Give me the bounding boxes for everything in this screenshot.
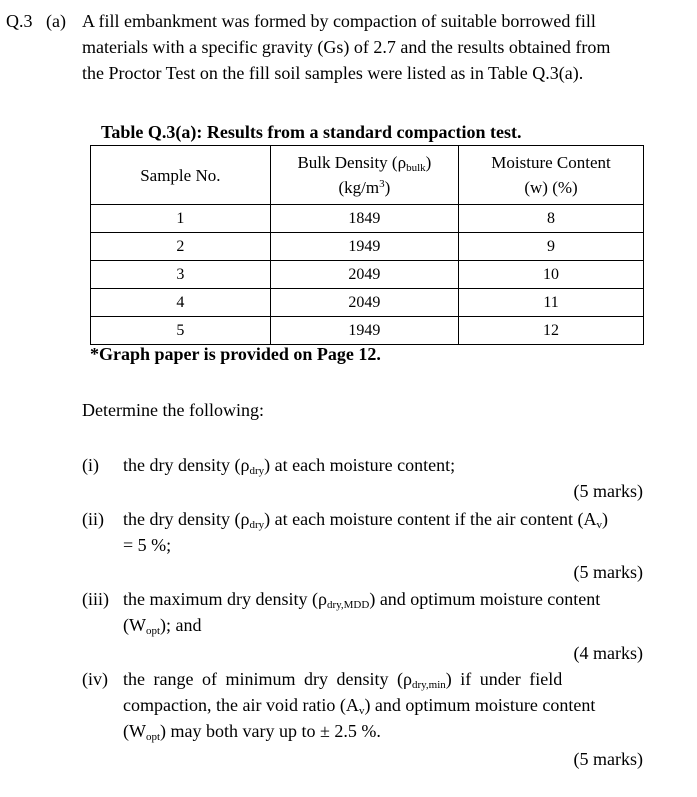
cell-sample: 1 <box>91 205 271 233</box>
table-row <box>91 289 644 317</box>
cell-bulk: 2049 <box>270 261 458 289</box>
item-iv-text: the range of minimum dry density $(\rho_{dry,min})$ if under field compaction, the air void ratio $(A_v)$ and optimum moisture content $(W_{opt})$ may both vary up to ± 2.5 %. <box>123 669 596 743</box>
cell-bulk: 1949 <box>270 233 458 261</box>
intro-line-1: A fill embankment was formed by compaction of suitable borrowed fill <box>82 11 596 31</box>
intro-line-3: the Proctor Test on the fill soil samples were listed as in Table Q.3(a). <box>82 63 584 83</box>
cell-moisture: 8 <box>459 205 644 233</box>
table-header-row <box>91 146 644 205</box>
cell-sample: 4 <box>91 289 271 317</box>
cell-bulk: 1949 <box>270 317 458 345</box>
question-part: (a) <box>46 11 66 31</box>
item-i-marks: (5 marks) <box>573 481 643 501</box>
cell-moisture: 12 <box>459 317 644 345</box>
item-iv-marks: (5 marks) <box>573 749 643 769</box>
cell-sample: 5 <box>91 317 271 345</box>
item-ii-marks: (5 marks) <box>573 562 643 582</box>
cell-sample: 2 <box>91 233 271 261</box>
item-ii-text: the dry density $(\rho_{dry})$ at each moisture content if the air content $(A_v)$ = 5 %; <box>123 509 609 555</box>
cell-moisture: 11 <box>459 289 644 317</box>
cell-moisture: 10 <box>459 261 644 289</box>
table-row <box>91 261 644 289</box>
cell-moisture: 9 <box>459 233 644 261</box>
determine-heading: Determine the following: <box>82 400 264 420</box>
graph-paper-note: *Graph paper is provided on Page 12. <box>90 344 381 364</box>
cell-bulk: 1849 <box>270 205 458 233</box>
compaction-table <box>90 145 644 345</box>
header-bulk-density: Bulk Density $(\rho_{bulk})$ $(kg/m^3)$ <box>270 146 458 205</box>
header-moisture-content: Moisture Content (w) (%) <box>459 146 644 205</box>
item-ii-label: (ii) <box>82 509 104 529</box>
intro-line-2: materials with a specific gravity (Gs) of 2.7 and the results obtained from <box>82 37 611 57</box>
item-iii-text: the maximum dry density $(\rho_{dry,MDD})$ and optimum moisture content $(W_{opt})$; and <box>123 589 601 637</box>
question-number: Q.3 <box>6 11 33 31</box>
cell-sample: 3 <box>91 261 271 289</box>
table-row <box>91 205 644 233</box>
item-iv-label: (iv) <box>82 669 108 689</box>
item-iii-label: (iii) <box>82 589 109 609</box>
item-iii-marks: (4 marks) <box>573 643 643 663</box>
cell-bulk: 2049 <box>270 289 458 317</box>
item-i-label: (i) <box>82 455 99 475</box>
header-sample-no: Sample No. <box>91 146 271 205</box>
table-caption: Table Q.3(a): Results from a standard compaction test. <box>101 122 522 142</box>
table-row <box>91 233 644 261</box>
item-i-text: the dry density $(\rho_{dry})$ at each moisture content; <box>123 455 456 477</box>
question-intro <box>82 8 682 86</box>
